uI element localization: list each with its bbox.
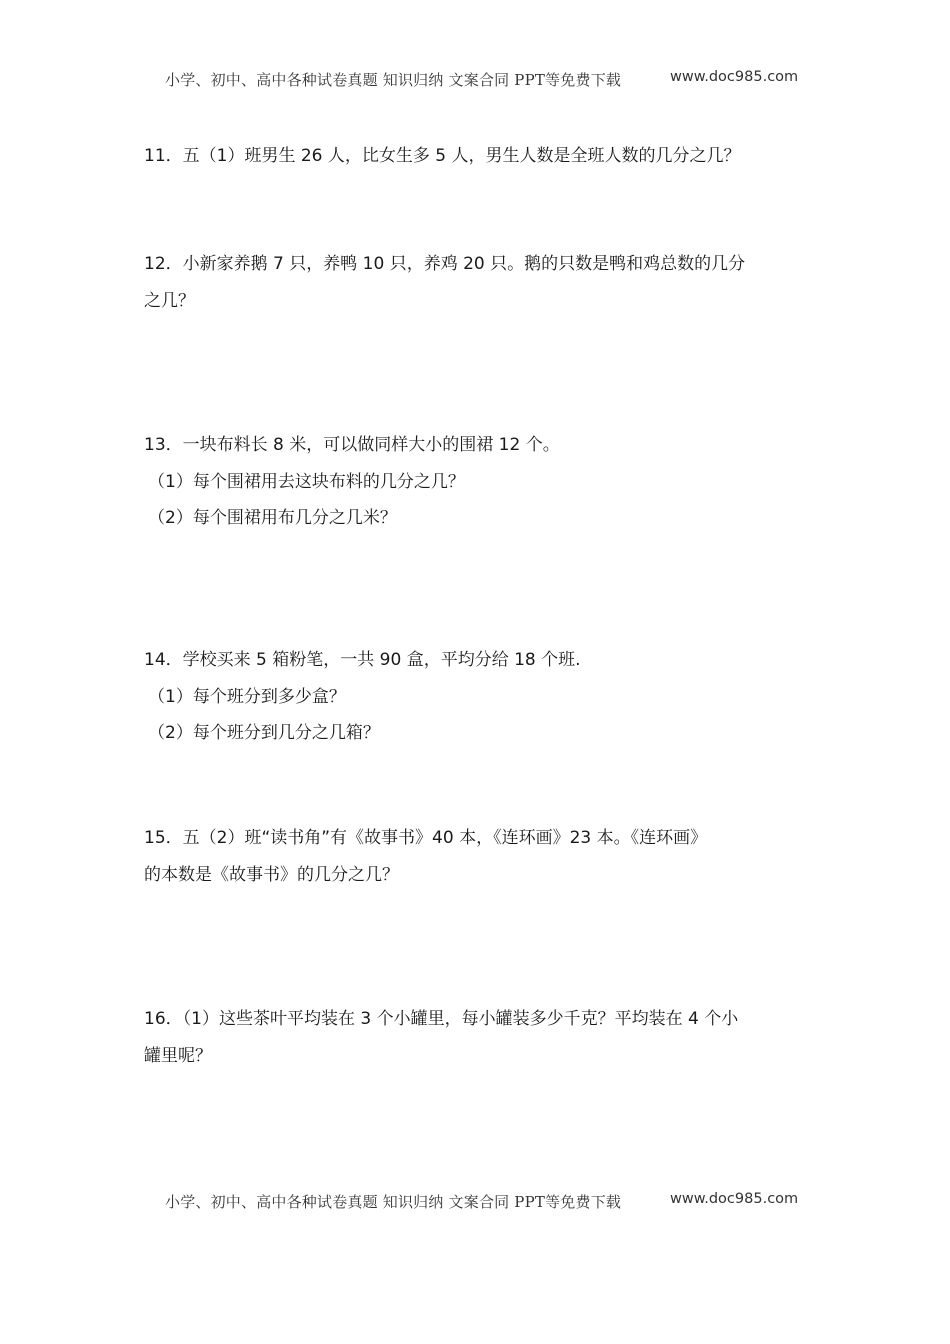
sub-question-1: （1）每个班分到多少盒？: [148, 687, 346, 707]
page-header: [0, 69, 950, 93]
question-text: 15．五（2）班“读书角”有《故事书》40 本，《连环画》23 本。《连环画》: [144, 828, 708, 848]
question-text: 12．小新家养鹅 7 只，养鸭 10 只，养鸡 20 只。鹅的只数是鸭和鸡总数的几分: [144, 254, 746, 274]
question-16: [144, 1001, 804, 1075]
question-text: 16．（1）这些茶叶平均装在 3 个小罐里，每小罐装多少千克？平均装在 4 个小: [144, 1009, 739, 1029]
header-url[interactable]: www.doc985.com: [670, 69, 799, 85]
footer-url[interactable]: www.doc985.com: [670, 1191, 799, 1207]
question-text: 13．一块布料长 8 米，可以做同样大小的围裙 12 个。: [144, 435, 560, 455]
question-text: 14．学校买来 5 箱粉笔，一共 90 盒，平均分给 18 个班.: [144, 650, 581, 670]
footer-text: 小学、初中、高中各种试卷真题 知识归纳 文案合同 PPT等免费下载: [165, 1193, 622, 1211]
question-text-continued: 的本数是《故事书》的几分之几？: [144, 865, 399, 885]
question-11: [144, 138, 804, 175]
page-footer: [0, 1191, 950, 1215]
question-12: [144, 246, 804, 320]
question-text: 11．五（1）班男生 26 人，比女生多 5 人，男生人数是全班人数的几分之几？: [144, 146, 741, 166]
question-text-continued: 之几？: [144, 291, 195, 311]
sub-question-2: （2）每个班分到几分之几箱？: [148, 723, 380, 743]
question-text-continued: 罐里呢？: [144, 1046, 212, 1066]
sub-question-1: （1）每个围裙用去这块布料的几分之几？: [148, 472, 465, 492]
question-15: [144, 820, 804, 894]
sub-question-2: （2）每个围裙用布几分之几米？: [148, 508, 397, 528]
header-text: 小学、初中、高中各种试卷真题 知识归纳 文案合同 PPT等免费下载: [165, 71, 622, 89]
question-14: [144, 642, 804, 751]
question-13: [144, 427, 804, 536]
